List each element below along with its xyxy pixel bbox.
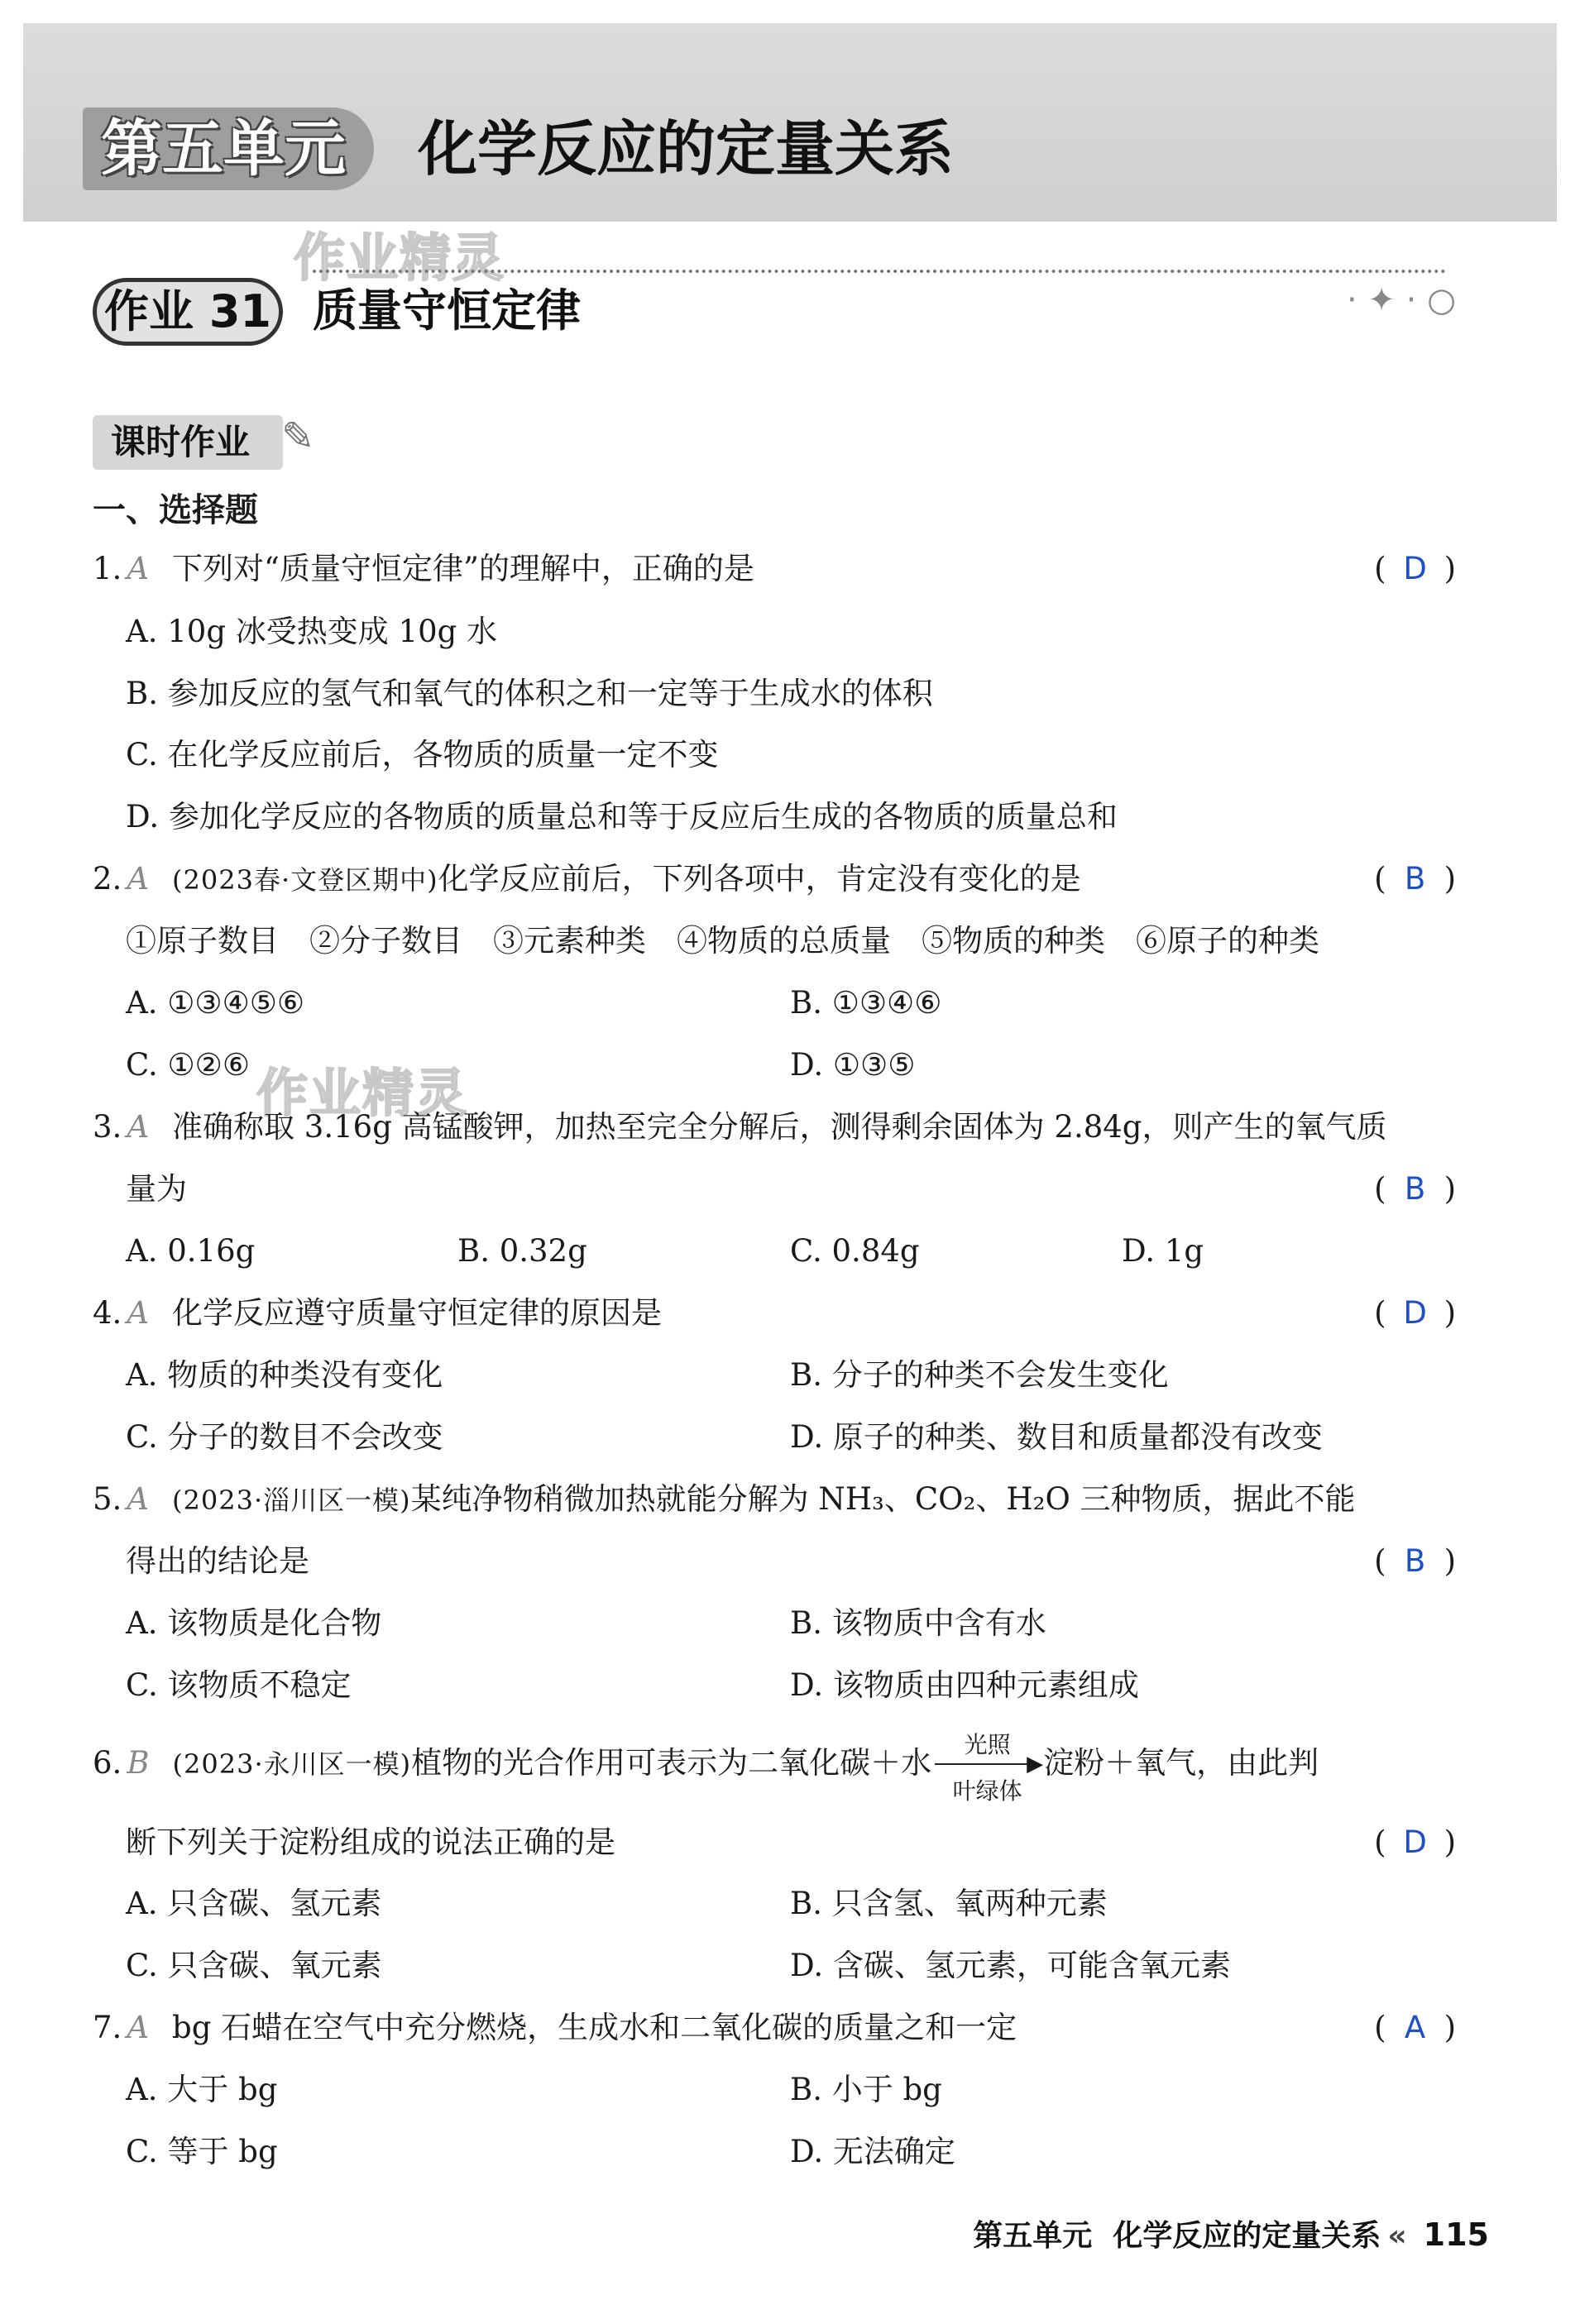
question-stem-cont: 断下列关于淀粉组成的说法正确的是: [126, 1824, 615, 1860]
option: B. 小于 bg: [790, 2072, 942, 2107]
question-stem: bg 石蜡在空气中充分燃烧，生成水和二氧化碳的质量之和一定: [172, 2010, 1017, 2045]
answer: ( A ): [1374, 2010, 1456, 2045]
option: D. 无法确定: [790, 2134, 955, 2169]
option: D. 参加化学反应的各物质的质量总和等于反应后生成的各物质的质量总和: [126, 799, 1118, 834]
question-7: 7. A bg 石蜡在空气中充分燃烧，生成水和二氧化碳的质量之和一定: [93, 2010, 1017, 2045]
question-stem: 淀粉＋氧气，由此判: [1043, 1745, 1319, 1781]
option: D. ①③⑤: [790, 1047, 916, 1083]
footer-title: 化学反应的定量关系: [1113, 2219, 1381, 2253]
question-source: (2023春·文登区期中): [172, 864, 438, 896]
page-footer: [973, 2215, 1489, 2256]
question-stem: 准确称取 3.16g 高锰酸钾，加热至完全分解后，测得剩余固体为 2.84g，则产生的氧气质: [172, 1109, 1387, 1145]
divider: [313, 270, 1446, 273]
question-stem: 化学反应遵守质量守恒定律的原因是: [172, 1295, 663, 1331]
arrow-condition-bottom: 叶绿体: [952, 1777, 1022, 1805]
option: A. 只含碳、氢元素: [126, 1886, 382, 1921]
level-tag: A: [127, 861, 150, 897]
question-items: ①原子数目 ②分子数目 ③元素种类 ④物质的总质量 ⑤物质的种类 ⑥原子的种类: [126, 923, 1319, 959]
option: D. 1g: [1122, 1233, 1204, 1269]
level-tag: A: [127, 1109, 150, 1145]
homework-badge: 作业 31: [93, 278, 283, 346]
option: D. 该物质由四种元素组成: [790, 1667, 1139, 1703]
level-tag: B: [127, 1745, 150, 1781]
double-chevron-left-icon: «: [1387, 2219, 1407, 2253]
option: C. 该物质不稳定: [126, 1667, 352, 1703]
option: B. 分子的种类不会发生变化: [790, 1357, 1169, 1393]
option: C. 只含碳、氧元素: [126, 1948, 382, 1983]
footer-unit: 第五单元: [973, 2219, 1093, 2253]
option: B. 参加反应的氢气和氧气的体积之和一定等于生成水的体积: [126, 676, 933, 711]
question-2: 2. A (2023春·文登区期中)化学反应前后，下列各项中，肯定没有变化的是: [93, 861, 1081, 897]
option: A. 大于 bg: [126, 2072, 278, 2107]
question-stem-cont: 得出的结论是: [126, 1543, 309, 1579]
option: C. ①②⑥: [126, 1047, 251, 1083]
level-tag: A: [127, 2010, 150, 2045]
level-tag: A: [127, 1295, 150, 1331]
option: C. 等于 bg: [126, 2134, 278, 2169]
watermark: 作业精灵: [256, 1063, 469, 1123]
arrow-condition-top: 光照: [964, 1731, 1011, 1758]
question-source: (2023·永川区一模): [172, 1748, 412, 1780]
option: A. 该物质是化合物: [126, 1605, 382, 1641]
option: D. 含碳、氢元素，可能含氧元素: [790, 1948, 1231, 1983]
option: A. ①③④⑤⑥: [126, 985, 305, 1021]
level-tag: A: [127, 1481, 150, 1517]
question-stem: 下列对“质量守恒定律”的理解中，正确的是: [172, 551, 754, 586]
option: C. 在化学反应前后，各物质的质量一定不变: [126, 737, 719, 772]
question-3: 3. A 准确称取 3.16g 高锰酸钾，加热至完全分解后，测得剩余固体为 2.84g，则产生的氧气质: [93, 1109, 1387, 1145]
question-6: 6. B (2023·永川区一模)植物的光合作用可表示为二氧化碳＋水 光照 ▶ 叶绿体 淀粉＋氧气，由此判: [93, 1743, 1319, 1784]
unit-title: 化学反应的定量关系: [418, 114, 955, 184]
answer: ( D ): [1374, 1824, 1456, 1860]
option: B. 只含氢、氧两种元素: [790, 1886, 1108, 1921]
unit-badge: 第五单元: [83, 108, 374, 190]
question-1: [93, 549, 754, 589]
pencil-icon: ✎: [281, 414, 315, 460]
watermark: 作业精灵: [294, 227, 506, 288]
page-number: 115: [1423, 2216, 1489, 2253]
homework-title: 质量守恒定律: [313, 285, 581, 337]
question-number: 1.: [93, 551, 122, 586]
section-heading: 一、选择题: [93, 491, 258, 529]
option: A. 10g 冰受热变成 10g 水: [126, 614, 498, 649]
option: B. 该物质中含有水: [790, 1605, 1046, 1641]
answer: ( D ): [1374, 551, 1456, 586]
answer: ( B ): [1374, 861, 1456, 897]
option: B. ①③④⑥: [790, 985, 942, 1021]
option: C. 0.84g: [790, 1233, 920, 1269]
level-tag: A: [127, 551, 150, 586]
question-source: (2023·淄川区一模): [172, 1485, 411, 1516]
answer: ( D ): [1374, 1295, 1456, 1331]
section-tag: 课时作业: [93, 415, 283, 470]
question-stem-cont: 量为: [126, 1171, 187, 1207]
question-stem: 某纯净物稍微加热就能分解为 NH₃、CO₂、H₂O 三种物质，据此不能: [410, 1481, 1356, 1517]
reaction-arrow: 光照 ▶ 叶绿体: [931, 1743, 1043, 1783]
question-4: 4. A 化学反应遵守质量守恒定律的原因是: [93, 1295, 663, 1331]
sparkle-icon: · ✦ · ○: [1347, 281, 1456, 319]
answer: ( B ): [1374, 1543, 1456, 1579]
question-stem: 化学反应前后，下列各项中，肯定没有变化的是: [438, 861, 1081, 897]
option: C. 分子的数目不会改变: [126, 1419, 443, 1455]
question-5: 5. A (2023·淄川区一模)某纯净物稍微加热就能分解为 NH₃、CO₂、H₂O 三种物质，据此不能: [93, 1481, 1356, 1517]
option: A. 0.16g: [126, 1233, 256, 1269]
question-stem: 植物的光合作用可表示为二氧化碳＋水: [411, 1745, 932, 1781]
answer: ( B ): [1374, 1171, 1456, 1207]
option: B. 0.32g: [457, 1233, 587, 1269]
option: A. 物质的种类没有变化: [126, 1357, 443, 1393]
option: D. 原子的种类、数目和质量都没有改变: [790, 1419, 1323, 1455]
